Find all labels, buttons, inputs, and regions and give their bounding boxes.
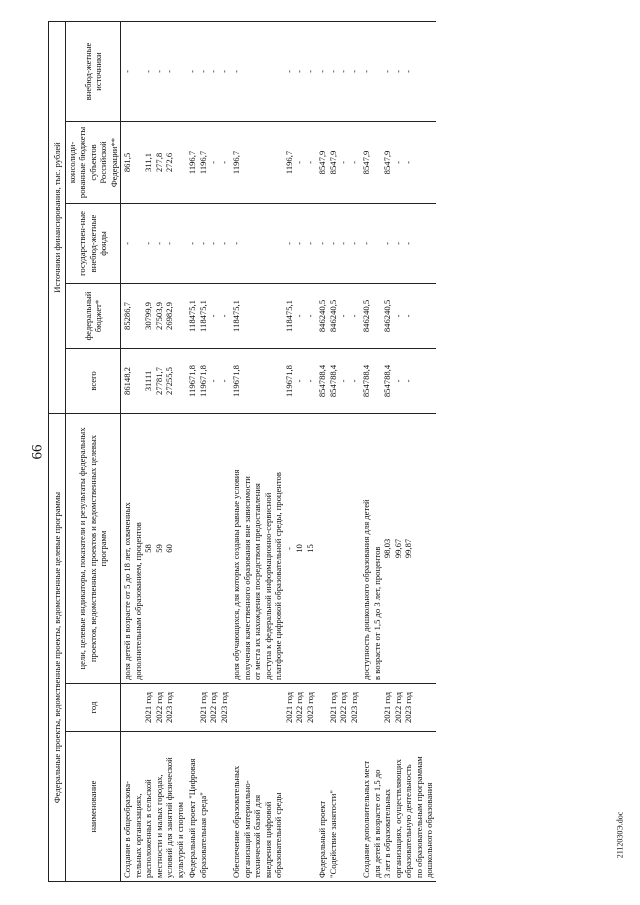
cell-line: - (348, 314, 359, 318)
cell-line: - (361, 70, 372, 73)
cell-line: 8547,9 (361, 150, 372, 175)
cell-line: 861,5 (122, 152, 133, 173)
cell-line: 846240,5 (361, 299, 372, 333)
cell-line (198, 417, 209, 680)
cell-line: 58 (143, 544, 154, 553)
cell-line: - (208, 242, 219, 245)
cell-line: - (218, 161, 229, 164)
cell-line: Создание в общеобразова- (122, 781, 133, 878)
cell-line (414, 287, 425, 345)
cell-line: 854788,4 (327, 364, 338, 398)
cell-years (186, 684, 230, 732)
cell-line (273, 352, 284, 410)
cell-line: "Содействие занятости" (327, 790, 338, 878)
cell-line (294, 735, 305, 878)
cell-line (175, 687, 186, 728)
cell-line: платформе цифровой образовательной среды, процентов (273, 472, 284, 680)
cell-line (273, 25, 284, 118)
cell-name (230, 732, 316, 882)
cell-line: 99,87 (403, 538, 414, 559)
cell-line (252, 287, 263, 345)
cell-line (242, 125, 253, 200)
rotated-page (36, 0, 600, 905)
cell-line (424, 287, 435, 345)
table-row (316, 21, 360, 881)
cell-line (414, 352, 425, 410)
cell-line: - (392, 70, 403, 73)
cell-line: - (304, 70, 315, 73)
cell-years (121, 684, 187, 732)
cell-extra (230, 21, 316, 121)
cell-line: организаций материально- (241, 780, 252, 878)
cell-line (414, 125, 425, 200)
cell-line: 15 (304, 544, 315, 553)
cell-line (252, 207, 263, 280)
cell-line: 2021 год (382, 691, 393, 724)
cell-line: 119671,8 (231, 365, 242, 397)
cell-line: местности и малых городах, (153, 774, 164, 878)
cell-line: 854788,4 (361, 364, 372, 398)
cell-line (231, 687, 242, 728)
cell-federal (186, 283, 230, 348)
cell-line: 2021 год (327, 691, 338, 724)
cell-line: 119671,8 (283, 365, 294, 397)
cell-total (121, 348, 187, 413)
cell-line: - (317, 242, 328, 245)
cell-line: - (382, 242, 393, 245)
cell-total (316, 348, 360, 413)
header-group-projects: Федеральные проекты, ведомственные проекты, ведомственные целевые программы (49, 413, 66, 881)
table-row (360, 21, 436, 881)
cell-line: - (304, 314, 315, 318)
cell-line: 2022 год (392, 691, 403, 724)
cell-line: - (338, 379, 349, 383)
cell-line (317, 687, 328, 728)
cell-line (372, 125, 383, 200)
cell-line: 2021 год (197, 691, 208, 724)
cell-line (361, 687, 372, 728)
cell-extra (316, 21, 360, 121)
cell-federal (316, 283, 360, 348)
cell-line (284, 735, 295, 878)
cell-line: по образовательным программам (413, 756, 424, 878)
cell-line: 311,1 (143, 152, 154, 172)
header-consolidated: консолиди-рованные бюджеты субъектов Российской Федерации** (66, 121, 121, 203)
cell-line: - (317, 70, 328, 73)
cell-line: доступа к федеральной информационно-сервисной (262, 492, 273, 680)
cell-line: - (218, 242, 229, 245)
cell-line (187, 417, 198, 680)
cell-consolidated (316, 121, 360, 203)
cell-line: - (208, 314, 219, 318)
cell-line: - (164, 242, 175, 245)
cell-state-funds (360, 203, 436, 283)
cell-federal (360, 283, 436, 348)
cell-line: - (392, 242, 403, 245)
cell-state-funds (121, 203, 187, 283)
cell-name (121, 732, 187, 882)
cell-line (414, 687, 425, 728)
cell-line (219, 417, 230, 680)
cell-line (263, 25, 274, 118)
cell-line: внедрения цифровой (262, 801, 273, 878)
cell-line: - (153, 70, 164, 73)
cell-line (349, 735, 360, 878)
header-group-sources: Источники финансирования, тыс. рублей (49, 21, 66, 413)
cell-line: 26982,9 (164, 302, 175, 330)
cell-line: образовательная среда" (197, 792, 208, 878)
cell-line: 30799,9 (143, 302, 154, 330)
cell-line (338, 417, 349, 680)
cell-line: 27781,7 (153, 367, 164, 395)
cell-line (372, 207, 383, 280)
cell-extra (186, 21, 230, 121)
cell-line: - (304, 242, 315, 245)
cell-line (175, 25, 186, 118)
cell-line: 118475,1 (283, 300, 294, 332)
cell-line: дошкольного образования (424, 782, 435, 878)
cell-line: 99,67 (392, 538, 403, 559)
cell-line: для детей в возрасте от 1,5 до (371, 769, 382, 878)
cell-line (252, 125, 263, 200)
cell-line: организациях, осуществляющих (392, 759, 403, 878)
cell-line: 2023 год (164, 691, 175, 724)
cell-line: 1196,7 (231, 150, 242, 175)
cell-line: - (327, 242, 338, 245)
cell-total (230, 348, 316, 413)
cell-line (175, 417, 186, 680)
cell-extra (360, 21, 436, 121)
cell-indicators (186, 413, 230, 683)
cell-line: - (294, 379, 305, 383)
header-total: всего (66, 348, 121, 413)
cell-line: 118475,1 (187, 300, 198, 332)
cell-line: Федеральный проект "Цифровая (187, 758, 198, 878)
cell-line: 3 лет в образовательных (382, 788, 393, 878)
cell-line: - (283, 242, 294, 245)
cell-line: 27255,5 (164, 367, 175, 395)
cell-line: - (338, 314, 349, 318)
cell-line: 60 (164, 544, 175, 553)
cell-name (360, 732, 436, 882)
cell-line: - (197, 70, 208, 73)
cell-line: дополнительным образованием, процентов (132, 522, 143, 680)
cell-consolidated (186, 121, 230, 203)
cell-line: - (361, 242, 372, 245)
cell-line (242, 287, 253, 345)
cell-line: 2023 год (403, 691, 414, 724)
page-number: 66 (29, 444, 46, 460)
cell-line (372, 287, 383, 345)
cell-line: 1196,7 (187, 150, 198, 175)
table-body (121, 21, 436, 881)
cell-line: - (327, 70, 338, 73)
cell-line: - (348, 379, 359, 383)
cell-line: - (338, 70, 349, 73)
cell-line: технической базой для (252, 794, 263, 878)
cell-line (372, 352, 383, 410)
cell-line: - (187, 70, 198, 73)
cell-line: 846240,5 (327, 299, 338, 333)
cell-federal (230, 283, 316, 348)
cell-line: доступность дошкольного образования для детей (361, 499, 372, 680)
cell-line: Обеспечение образовательных (231, 765, 242, 878)
cell-line: - (153, 242, 164, 245)
cell-line (242, 687, 253, 728)
cell-line (208, 735, 219, 878)
cell-line: - (392, 314, 403, 318)
cell-line (242, 25, 253, 118)
cell-line: - (348, 242, 359, 245)
cell-line: 272,6 (164, 152, 175, 173)
cell-line (263, 352, 274, 410)
cell-indicators (316, 413, 360, 683)
cell-line (122, 687, 133, 728)
cell-line: расположенных в сельской (143, 779, 154, 878)
cell-line (273, 207, 284, 280)
cell-line: доля детей в возрасте от 5 до 18 лет, охваченных (122, 502, 133, 680)
table-header (49, 21, 121, 881)
footer-code: 2112030Э.doc (615, 811, 625, 859)
cell-line: - (338, 161, 349, 164)
cell-line (414, 207, 425, 280)
cell-line: - (403, 161, 414, 164)
cell-line: 2023 год (304, 691, 315, 724)
cell-line: получения качественного образования вне зависимости (241, 476, 252, 680)
cell-line (424, 417, 435, 680)
cell-line: - (143, 242, 154, 245)
cell-line (424, 25, 435, 118)
header-federal: федеральный бюджет* (66, 283, 121, 348)
cell-line (349, 417, 360, 680)
table-row (121, 21, 187, 881)
cell-line (187, 687, 198, 728)
cell-line: доля обучающихся, для которых созданы равные условия (231, 469, 242, 680)
cell-line: 2021 год (283, 691, 294, 724)
cell-line (372, 25, 383, 118)
cell-line (424, 207, 435, 280)
cell-line (219, 735, 230, 878)
cell-line: 98,03 (382, 538, 393, 559)
cell-line: - (294, 242, 305, 245)
cell-line: - (403, 70, 414, 73)
cell-line (273, 287, 284, 345)
cell-name (316, 732, 360, 882)
cell-line: от места их нахождения посредством предоставления (252, 483, 263, 680)
cell-line (414, 25, 425, 118)
cell-line: 846240,5 (382, 299, 393, 333)
footer-code-strip (600, 0, 640, 905)
cell-line: 2022 год (208, 691, 219, 724)
cell-line: 59 (153, 544, 164, 553)
cell-indicators (230, 413, 316, 683)
cell-line: - (208, 70, 219, 73)
cell-line: - (304, 161, 315, 164)
financing-table (48, 21, 436, 882)
cell-line: 277,8 (153, 152, 164, 173)
cell-line: 31111 (143, 370, 154, 392)
cell-line: - (294, 314, 305, 318)
cell-line (175, 352, 186, 410)
cell-line (424, 125, 435, 200)
cell-line: 2022 год (294, 691, 305, 724)
cell-line: 846240,5 (317, 299, 328, 333)
cell-line: - (122, 242, 133, 245)
cell-line (263, 207, 274, 280)
cell-line: - (283, 547, 294, 550)
cell-line (208, 417, 219, 680)
cell-line (263, 287, 274, 345)
cell-years (230, 684, 316, 732)
cell-line (242, 352, 253, 410)
cell-line: - (208, 379, 219, 383)
cell-state-funds (316, 203, 360, 283)
cell-line (414, 417, 425, 680)
cell-line (338, 735, 349, 878)
header-extra: внебюд-жетные источники (66, 21, 121, 121)
header-state-funds: государствен-ные внебюд-жетные фонды (66, 203, 121, 283)
cell-line (133, 687, 144, 728)
cell-line: - (348, 161, 359, 164)
cell-line: 854788,4 (317, 364, 328, 398)
cell-line (175, 125, 186, 200)
cell-line: - (338, 242, 349, 245)
cell-line: - (218, 379, 229, 383)
cell-line: - (382, 70, 393, 73)
cell-line: - (208, 161, 219, 164)
cell-line: - (143, 70, 154, 73)
cell-line: - (403, 242, 414, 245)
cell-line: 86148,2 (122, 367, 133, 395)
cell-line (305, 735, 316, 878)
cell-line (263, 687, 274, 728)
cell-years (316, 684, 360, 732)
cell-total (360, 348, 436, 413)
cell-line (252, 25, 263, 118)
cell-line: тельных организациях, (132, 793, 143, 878)
cell-line (133, 25, 144, 118)
cell-line (242, 207, 253, 280)
table-row (230, 21, 316, 881)
cell-line: - (218, 70, 229, 73)
cell-line: - (294, 70, 305, 73)
table-row (186, 21, 230, 881)
cell-line (175, 287, 186, 345)
header-indicators: цели, целевые индикаторы, показатели и результаты федеральных проектов, ведомственных проектов и ведомственных целевых программ (66, 413, 121, 683)
cell-line: 2023 год (348, 691, 359, 724)
cell-consolidated (230, 121, 316, 203)
cell-consolidated (121, 121, 187, 203)
cell-state-funds (186, 203, 230, 283)
cell-line (424, 687, 435, 728)
cell-total (186, 348, 230, 413)
cell-line: - (218, 314, 229, 318)
cell-line: 2022 год (338, 691, 349, 724)
cell-line (372, 687, 383, 728)
cell-line (273, 687, 284, 728)
cell-line: - (348, 70, 359, 73)
cell-years (360, 684, 436, 732)
cell-line: - (392, 379, 403, 383)
cell-line: - (187, 242, 198, 245)
cell-line: Федеральный проект (317, 800, 328, 878)
cell-line (252, 687, 263, 728)
cell-line: - (122, 70, 133, 73)
cell-line: в возрасте от 1,5 до 3 лет, процентов (371, 546, 382, 680)
cell-line: Создание дополнительных мест (361, 760, 372, 878)
cell-line (273, 125, 284, 200)
header-year: год (66, 684, 121, 732)
cell-line: 10 (294, 544, 305, 553)
cell-line (133, 125, 144, 200)
cell-line: - (392, 161, 403, 164)
cell-line: - (304, 379, 315, 383)
cell-line: - (231, 242, 242, 245)
cell-line (328, 417, 339, 680)
cell-line: 8547,9 (317, 150, 328, 175)
financing-table-sheet (48, 22, 588, 882)
cell-line: условий для занятий физической (164, 757, 175, 878)
cell-line: 8547,9 (382, 150, 393, 175)
cell-line: 118475,1 (231, 300, 242, 332)
cell-line (317, 417, 328, 680)
cell-line: 119671,8 (187, 365, 198, 397)
cell-line: - (403, 379, 414, 383)
cell-line: 2023 год (218, 691, 229, 724)
cell-line: 1196,7 (197, 150, 208, 175)
cell-line: 85286,7 (122, 302, 133, 330)
cell-line (133, 207, 144, 280)
cell-line: образовательную деятельность (403, 764, 414, 878)
cell-line: 854788,4 (382, 364, 393, 398)
cell-state-funds (230, 203, 316, 283)
cell-line: 1196,7 (283, 150, 294, 175)
cell-line (424, 352, 435, 410)
cell-line: - (197, 242, 208, 245)
cell-line: 119671,8 (197, 365, 208, 397)
cell-indicators (121, 413, 187, 683)
cell-line: культурой и спортом (174, 802, 185, 878)
cell-extra (121, 21, 187, 121)
cell-line: 2021 год (143, 691, 154, 724)
cell-line (133, 287, 144, 345)
cell-line: - (231, 70, 242, 73)
cell-name (186, 732, 230, 882)
cell-line (252, 352, 263, 410)
cell-line: 8547,9 (327, 150, 338, 175)
cell-line: - (283, 70, 294, 73)
cell-line: 2022 год (153, 691, 164, 724)
cell-line: - (164, 70, 175, 73)
cell-line: 27503,9 (153, 302, 164, 330)
cell-line: - (294, 161, 305, 164)
cell-federal (121, 283, 187, 348)
cell-indicators (360, 413, 436, 683)
cell-line: 118475,1 (197, 300, 208, 332)
cell-line: образовательной среды (273, 792, 284, 878)
header-name: наименование (66, 732, 121, 882)
cell-line (133, 352, 144, 410)
cell-line: - (403, 314, 414, 318)
cell-line (175, 207, 186, 280)
cell-consolidated (360, 121, 436, 203)
cell-line (263, 125, 274, 200)
